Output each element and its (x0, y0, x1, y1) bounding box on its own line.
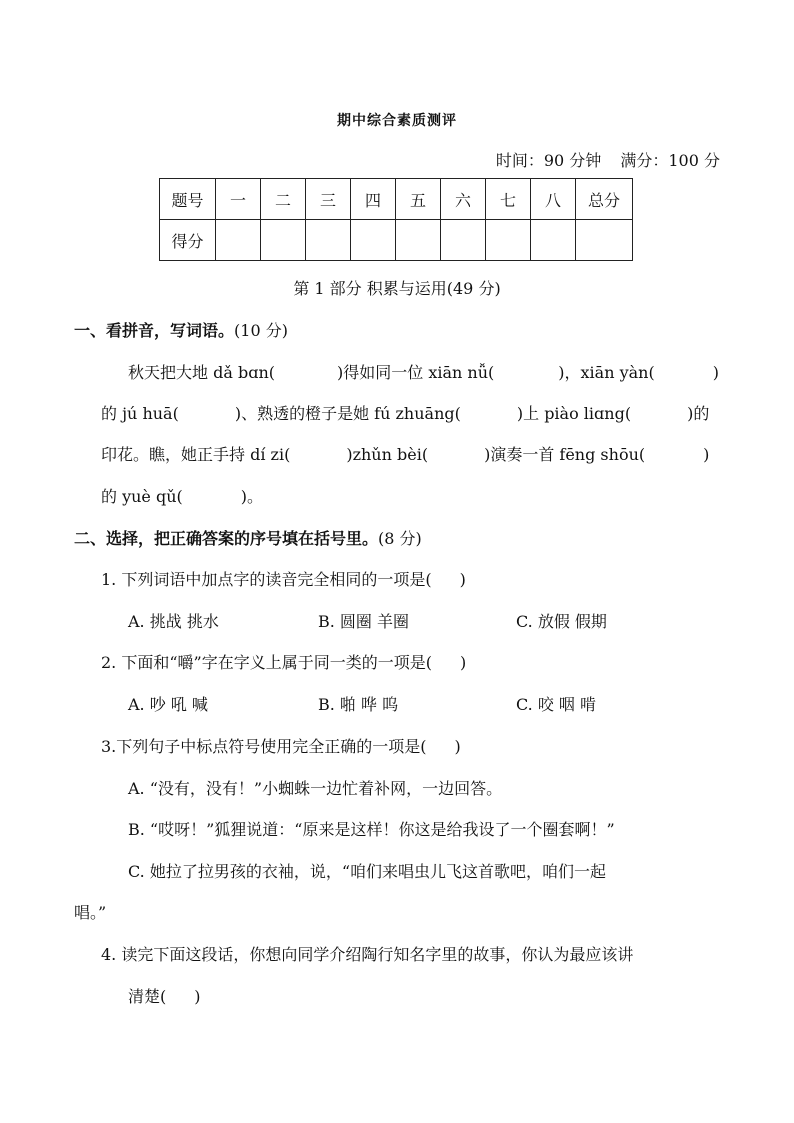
s1-l3-b: )zhǔn bèi( (346, 445, 429, 464)
q3-option-b: B. “哎呀！”狐狸说道：“原来是这样！你这是给我设了一个圈套啊！” (128, 820, 615, 839)
score-cell[interactable] (486, 220, 531, 261)
s1-l3-a: 印花。瞧，她正手持 dí zi( (101, 445, 291, 464)
col-8: 八 (531, 179, 576, 220)
score-table-score-row (160, 220, 633, 261)
score-table (159, 178, 633, 261)
score-cell[interactable] (531, 220, 576, 261)
s1-l3-d: ) (703, 445, 710, 464)
score-table-header-row (160, 179, 633, 220)
s1-l4-a: 的 yuè qǔ( (101, 487, 183, 506)
score-cell[interactable] (351, 220, 396, 261)
q1-option-a: A. 挑战 挑水 (128, 612, 219, 631)
row-label-score: 得分 (160, 220, 216, 261)
q4-stem-text: 清楚( (128, 987, 167, 1006)
s1-l2-b: )、熟透的橙子是她 fú zhuāng( (234, 404, 461, 423)
question-4-stem: 4. 读完下面这段话，你想向同学介绍陶行知名字里的故事，你认为最应该讲 (101, 945, 634, 964)
score-cell[interactable] (396, 220, 441, 261)
s1-l1-c: )，xiān yàn( (558, 363, 655, 382)
question-4-stem-cont (128, 984, 201, 1007)
col-total: 总分 (576, 179, 633, 220)
q2-close: ) (459, 653, 467, 672)
s1-line-3 (101, 442, 709, 465)
section-1-points: (10 分) (234, 321, 288, 340)
q1-stem-text: 1. 下列词语中加点字的读音完全相同的一项是( (101, 570, 432, 589)
exam-full-score: 满分：100 分 (620, 151, 720, 170)
score-cell[interactable] (261, 220, 306, 261)
s1-l3-c: )演奏一首 fēng shōu( (484, 445, 646, 464)
q4-close: ) (194, 987, 201, 1006)
score-cell[interactable] (216, 220, 261, 261)
q3-stem-text: 3.下列句子中标点符号使用完全正确的一项是( (101, 737, 427, 756)
score-cell[interactable] (441, 220, 486, 261)
col-7: 七 (486, 179, 531, 220)
col-4: 四 (351, 179, 396, 220)
q3-close: ) (454, 737, 461, 756)
section-2-heading (74, 526, 422, 549)
s1-l4-b: )。 (240, 487, 264, 506)
col-6: 六 (441, 179, 486, 220)
row-label-number: 题号 (160, 179, 216, 220)
col-3: 三 (306, 179, 351, 220)
score-cell[interactable] (306, 220, 351, 261)
q2-stem-text: 2. 下面和“嚼”字在字义上属于同一类的一项是( (101, 653, 432, 672)
col-1: 一 (216, 179, 261, 220)
s1-l1-d: ) (712, 363, 719, 382)
col-2: 二 (261, 179, 306, 220)
q1-option-b: B. 圆圈 羊圈 (318, 612, 410, 631)
s1-l1-b: )得如同一位 xiān nǚ( (337, 363, 495, 382)
score-cell[interactable] (576, 220, 633, 261)
q2-option-a: A. 吵 吼 喊 (128, 695, 208, 714)
s1-line-4 (101, 484, 263, 507)
s1-l2-c: )上 piào liɑng( (516, 404, 632, 423)
s1-l2-d: )的 (687, 404, 710, 423)
question-3-stem (101, 734, 461, 757)
q3-option-a: A. “没有，没有！”小蜘蛛一边忙着补网，一边回答。 (128, 779, 503, 798)
s1-line-1 (128, 360, 719, 383)
s1-l1-a: 秋天把大地 dǎ bɑn( (128, 363, 275, 382)
part-heading: 第 1 部分 积累与运用(49 分) (293, 279, 501, 298)
section-2-points: (8 分) (378, 529, 422, 548)
exam-time: 时间：90 分钟 (495, 151, 602, 170)
question-2-stem (101, 650, 466, 673)
exam-title: 期中综合素质测评 (337, 113, 457, 129)
exam-meta (482, 148, 720, 171)
question-1-stem (101, 567, 466, 590)
col-5: 五 (396, 179, 441, 220)
s1-line-2 (101, 401, 709, 424)
q1-close: ) (459, 570, 466, 589)
q3-option-c: C. 她拉了拉男孩的衣袖，说，“咱们来唱虫儿飞这首歌吧，咱们一起 (128, 862, 607, 881)
q1-option-c: C. 放假 假期 (516, 612, 607, 631)
section-1-heading (74, 318, 288, 341)
q2-option-c: C. 咬 咽 啃 (516, 695, 597, 714)
q2-option-b: B. 啪 哗 呜 (318, 695, 399, 714)
section-2-title: 二、选择，把正确答案的序号填在括号里。 (74, 529, 379, 548)
q3-option-c-cont: 唱。” (74, 903, 107, 922)
s1-l2-a: 的 jú huā( (101, 404, 179, 423)
section-1-title: 一、看拼音，写词语。 (74, 321, 235, 340)
